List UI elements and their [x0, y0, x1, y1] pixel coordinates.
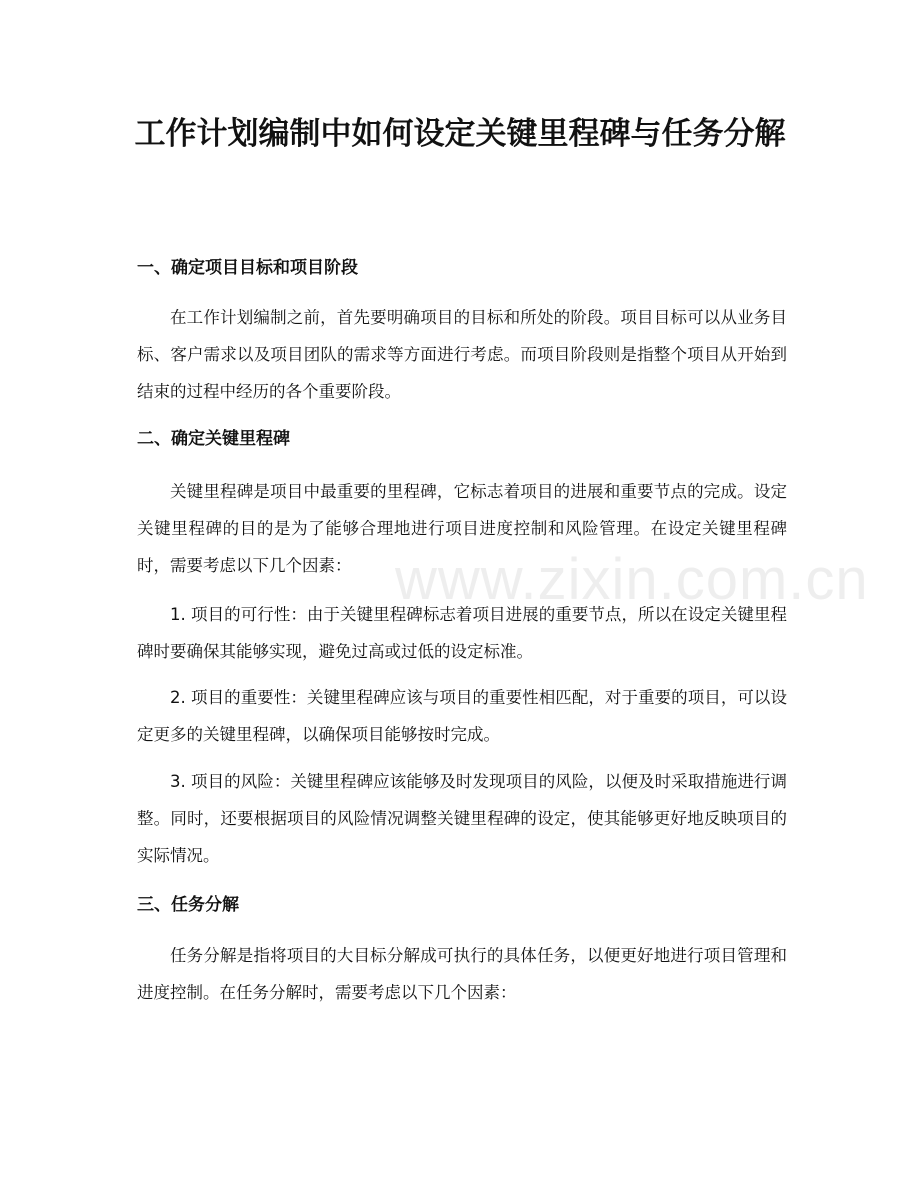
document-title: 工作计划编制中如何设定关键里程碑与任务分解: [134, 116, 786, 152]
section-2-item-3: 3. 项目的风险：关键里程碑应该能够及时发现项目的风险，以便及时采取措施进行调整。同时，还要根据项目的风险情况调整关键里程碑的设定，使其能够更好地反映项目的实际情况。: [137, 772, 787, 865]
section-2-item-2: 2. 项目的重要性：关键里程碑应该与项目的重要性相匹配，对于重要的项目，可以设定更多的关键里程碑，以确保项目能够按时完成。: [137, 688, 787, 744]
section-2-paragraph-1: 关键里程碑是项目中最重要的里程碑，它标志着项目的进展和重要节点的完成。设定关键里程碑的目的是为了能够合理地进行项目进度控制和风险管理。在设定关键里程碑时，需要考虑以下几个因素：: [137, 482, 787, 575]
section-heading-2: 二、确定关键里程碑: [137, 429, 290, 449]
section-3-paragraph-1: 任务分解是指将项目的大目标分解成可执行的具体任务，以便更好地进行项目管理和进度控制。在任务分解时，需要考虑以下几个因素：: [137, 946, 787, 1002]
watermark: www.zixin.com.cn: [395, 547, 869, 612]
section-1-paragraph-1: 在工作计划编制之前，首先要明确项目的目标和所处的阶段。项目目标可以从业务目标、客户需求以及项目团队的需求等方面进行考虑。而项目阶段则是指整个项目从开始到结束的过程中经历的各个重要阶段。: [137, 308, 787, 401]
section-heading-1: 一、确定项目目标和项目阶段: [137, 258, 358, 278]
section-2-item-1: 1. 项目的可行性：由于关键里程碑标志着项目进展的重要节点，所以在设定关键里程碑时要确保其能够实现，避免过高或过低的设定标准。: [137, 605, 787, 661]
section-heading-3: 三、任务分解: [137, 895, 239, 915]
